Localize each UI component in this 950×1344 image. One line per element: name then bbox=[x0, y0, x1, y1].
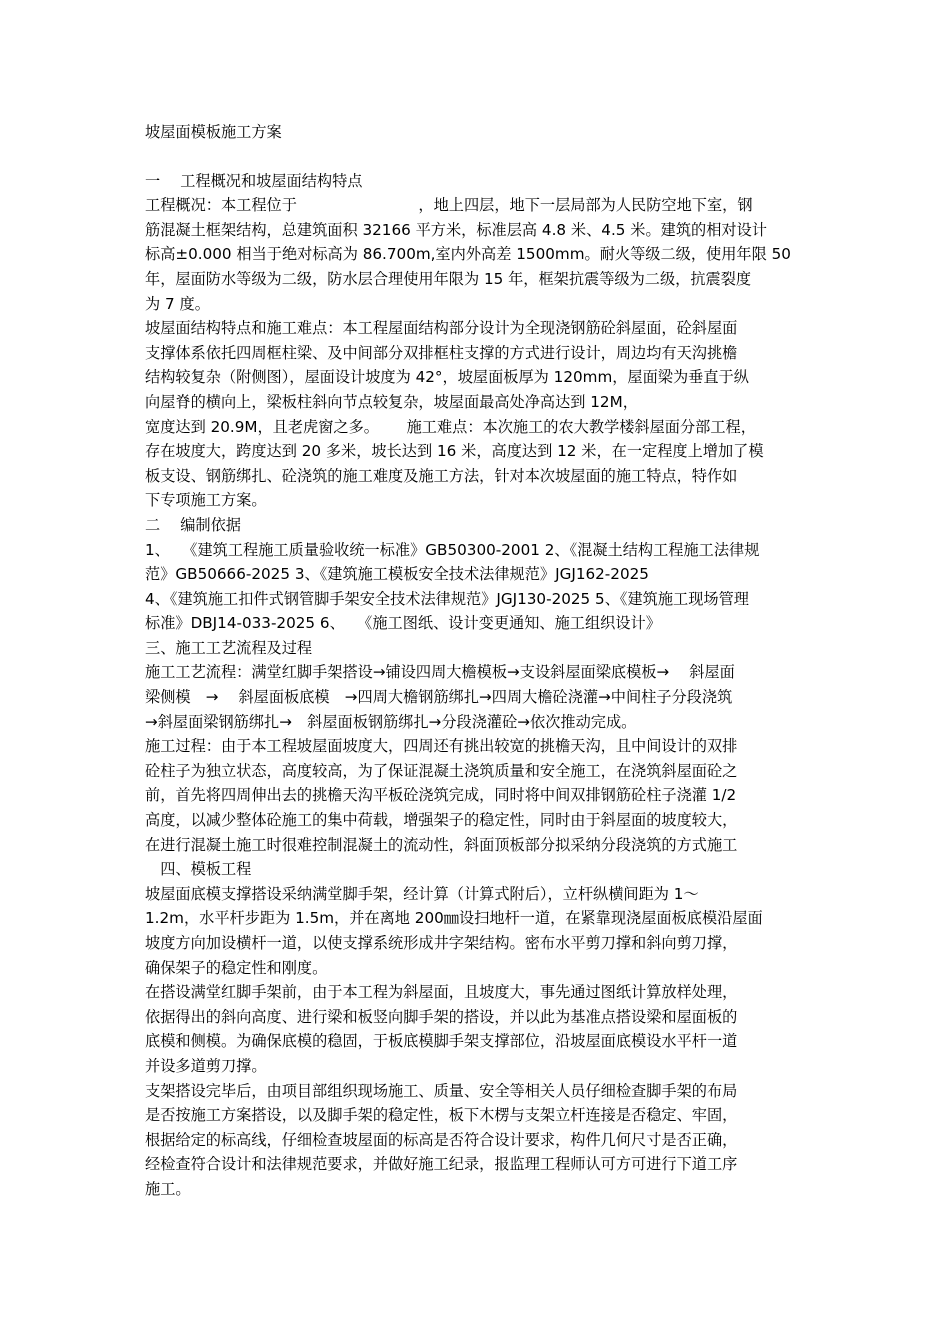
paragraph-line: 4、《建筑施工扣件式钢管脚手架安全技术法律规范》JGJ130-2025 5、《建筑施工现场管理 bbox=[145, 589, 749, 608]
paragraph-line: 1、 《建筑工程施工质量验收统一标准》GB50300-2001 2、《混凝土结构工程施工法律规 bbox=[145, 540, 760, 559]
paragraph-line: 砼柱子为独立状态，高度较高，为了保证混凝土浇筑质量和安全施工，在浇筑斜屋面砼之 bbox=[145, 761, 738, 780]
paragraph-line: 坡屋面底模支撑搭设采纳满堂脚手架，经计算（计算式附后），立杆纵横间距为 1～ bbox=[145, 884, 699, 903]
paragraph-line: 高度，以减少整体砼施工的集中荷载，增强架子的稳定性，同时由于斜屋面的坡度较大， bbox=[145, 811, 738, 830]
paragraph-line: 标高±0.000 相当于绝对标高为 86.700m,室内外高差 1500mm。耐火等级二级，使用年限 50 bbox=[145, 245, 791, 264]
paragraph-line: 支撑体系依托四周框柱梁、及中间部分双排框柱支撑的方式进行设计，周边均有天沟挑檐 bbox=[145, 343, 738, 362]
paragraph-line: 1.2m，水平杆步距为 1.5m，并在离地 200㎜设扫地杆一道，在紧靠现浇屋面板底模沿屋面 bbox=[145, 909, 763, 928]
paragraph-line: 底模和侧模。为确保底模的稳固，于板底模脚手架支撑部位，沿坡屋面底模设水平杆一道 bbox=[145, 1032, 738, 1051]
paragraph-line: 存在坡度大，跨度达到 20 多米，坡长达到 16 米，高度达到 12 米，在一定程度上增加了模 bbox=[145, 442, 764, 461]
paragraph-line: 施工工艺流程：满堂红脚手架搭设→铺设四周大檐模板→支设斜屋面梁底模板→ 斜屋面 bbox=[145, 663, 735, 682]
paragraph-line: 为 7 度。 bbox=[145, 294, 210, 313]
paragraph-line: 在进行混凝土施工时很难控制混凝土的流动性，斜面顶板部分拟采纳分段浇筑的方式施工 bbox=[145, 835, 738, 854]
paragraph-line: 坡屋面结构特点和施工难点：本工程屋面结构部分设计为全现浇钢筋砼斜屋面，砼斜屋面 bbox=[145, 319, 738, 338]
paragraph-line: 施工过程：由于本工程坡屋面坡度大，四周还有挑出较宽的挑檐天沟，且中间设计的双排 bbox=[145, 737, 738, 756]
paragraph-line: 坡度方向加设横杆一道，以使支撑系统形成井字架结构。密布水平剪刀撑和斜向剪刀撑， bbox=[145, 934, 738, 952]
paragraph-line: 下专项施工方案。 bbox=[145, 491, 267, 510]
paragraph-line: 是否按施工方案搭设，以及脚手架的稳定性，板下木楞与支架立杆连接是否稳定、牢固， bbox=[145, 1106, 738, 1125]
paragraph-line: 梁侧模 → 斜屋面板底模 →四周大檐钢筋绑扎→四周大檐砼浇灌→中间柱子分段浇筑 bbox=[145, 688, 733, 707]
paragraph-line: 施工。 bbox=[145, 1179, 191, 1198]
document-title: 坡屋面模板施工方案 bbox=[145, 123, 282, 141]
section-heading: 三、施工工艺流程及过程 bbox=[145, 638, 313, 657]
paragraph-line: 板支设、钢筋绑扎、砼浇筑的施工难度及施工方法，针对本次坡屋面的施工特点，特作如 bbox=[145, 466, 738, 485]
document-body bbox=[145, 169, 813, 1202]
paragraph-line: 宽度达到 20.9M，且老虎窗之多。 施工难点：本次施工的农大教学楼斜屋面分部工程， bbox=[145, 417, 756, 436]
paragraph-line: 支架搭设完毕后，由项目部组织现场施工、质量、安全等相关人员仔细检查脚手架的布局 bbox=[145, 1081, 738, 1100]
paragraph-line: 并设多道剪刀撑。 bbox=[145, 1056, 267, 1075]
section-heading: 一 工程概况和坡屋面结构特点 bbox=[145, 171, 363, 190]
paragraph-line: 根据给定的标高线，仔细检查坡屋面的标高是否符合设计要求，构件几何尺寸是否正确， bbox=[145, 1130, 738, 1149]
paragraph-line: 范》GB50666-2025 3、《建筑施工模板安全技术法律规范》JGJ162-2025 bbox=[145, 565, 649, 584]
document-page bbox=[145, 120, 813, 1202]
paragraph-line: 前，首先将四周伸出去的挑檐天沟平板砼浇筑完成，同时将中间双排钢筋砼柱子浇灌 1/2 bbox=[145, 786, 737, 805]
paragraph-line: 结构较复杂（附侧图），屋面设计坡度为 42°，坡屋面板厚为 120mm，屋面梁为垂直于纵 bbox=[145, 368, 749, 387]
paragraph-line: 标准》DBJ14-033-2025 6、 《施工图纸、设计变更通知、施工组织设计》 bbox=[145, 614, 661, 633]
paragraph-line: 向屋脊的横向上，梁板柱斜向节点较复杂，坡屋面最高处净高达到 12M， bbox=[145, 392, 638, 411]
paragraph-line: →斜屋面梁钢筋绑扎→ 斜屋面板钢筋绑扎→分段浇灌砼→依次推动完成。 bbox=[145, 712, 637, 731]
paragraph-line: 在搭设满堂红脚手架前，由于本工程为斜屋面，且坡度大，事先通过图纸计算放样处理， bbox=[145, 983, 738, 1002]
section-heading: 二 编制依据 bbox=[145, 515, 241, 534]
paragraph-line: 筋混凝土框架结构，总建筑面积 32166 平方米，标准层高 4.8 米、4.5 米。建筑的相对设计 bbox=[145, 220, 767, 239]
paragraph-line: 工程概况：本工程位于 ，地上四层，地下一层局部为人民防空地下室，钢 bbox=[145, 196, 753, 215]
paragraph-line: 年，屋面防水等级为二级，防水层合理使用年限为 15 年，框架抗震等级为二级，抗震裂度 bbox=[145, 269, 752, 288]
paragraph-line: 依据得出的斜向高度、进行梁和板竖向脚手架的搭设，并以此为基准点搭设梁和屋面板的 bbox=[145, 1007, 738, 1026]
paragraph-line: 确保架子的稳定性和刚度。 bbox=[145, 958, 328, 977]
section-heading: 四、模板工程 bbox=[145, 860, 252, 879]
paragraph-line: 经检查符合设计和法律规范要求，并做好施工纪录，报监理工程师认可方可进行下道工序 bbox=[145, 1155, 738, 1174]
